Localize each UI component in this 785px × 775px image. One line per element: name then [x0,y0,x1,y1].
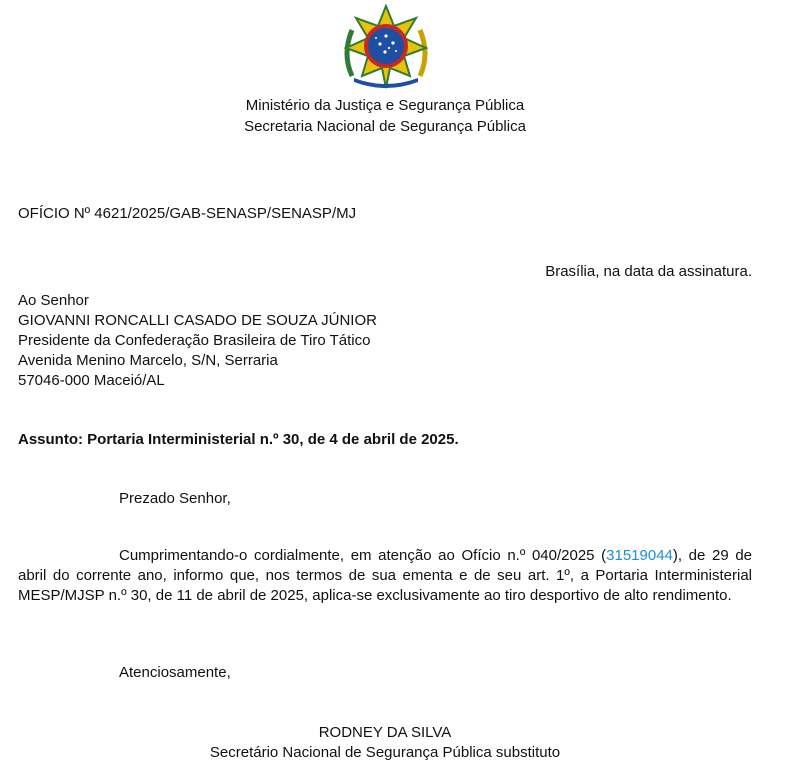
recipient-address [18,291,377,391]
signature-name: RODNEY DA SILVA [318,724,452,741]
body-text-1: Cumprimentando-o cordialmente, em atenção ao Ofício n.º 040/2025 ( [119,547,607,564]
document-reference-link[interactable]: 31519044 [606,547,673,564]
recipient-name: GIOVANNI RONCALLI CASADO DE SOUZA JÚNIOR [18,312,377,329]
recipient-street: Avenida Menino Marcelo, S/N, Serraria [18,352,278,369]
secretariat-name: Secretaria Nacional de Segurança Pública [244,118,526,135]
body-paragraph [18,546,752,606]
document-number: OFÍCIO Nº 4621/2025/GAB-SENASP/SENASP/MJ [18,205,357,222]
recipient-role: Presidente da Confederação Brasileira de Tiro Tático [18,332,371,349]
closing: Atenciosamente, [119,664,231,681]
body-text-2: ), de 29 de abril do corrente ano, informo que, nos termos de sua ementa e de seu art. 1º, a Portaria Interministerial MESP/MJSP n.º 30, de 11 de abril de 2025, aplica-se exclusivamente ao tiro desportivo de alto rendimento. [18,547,753,604]
ministry-name: Ministério da Justiça e Segurança Pública [245,97,525,114]
greeting: Prezado Senhor, [119,490,231,507]
subject-line: Assunto: Portaria Interministerial n.º 30, de 4 de abril de 2025. [18,431,459,448]
brazil-coat-of-arms-icon [338,4,434,90]
recipient-city: 57046-000 Maceió/AL [18,372,165,389]
recipient-salutation: Ao Senhor [18,292,89,309]
date-line: Brasília, na data da assinatura. [545,263,752,280]
signature-role: Secretário Nacional de Segurança Pública substituto [209,744,561,761]
